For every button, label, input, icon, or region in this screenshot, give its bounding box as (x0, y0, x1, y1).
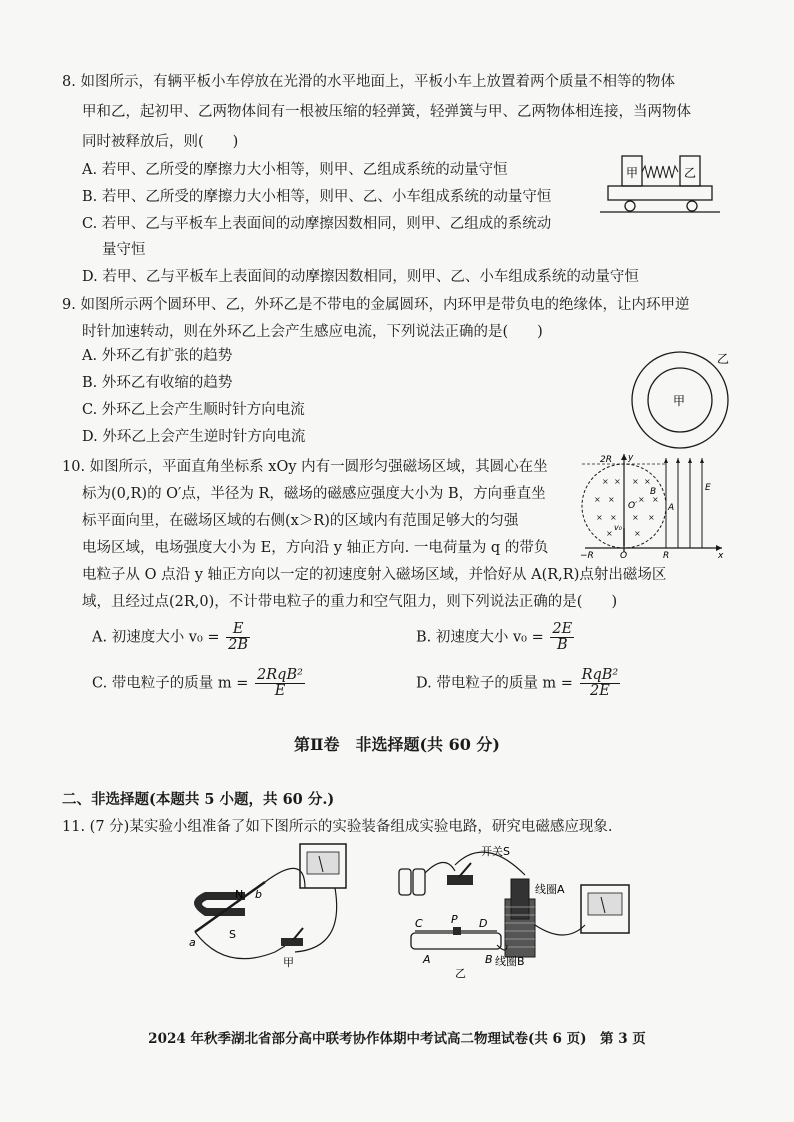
q10-option-d-fraction (580, 668, 621, 699)
q8-option-c-line-1: C. 若甲、乙与平板车上表面间的动摩擦因数相同，则甲、乙组成的系统动 (82, 216, 552, 232)
label-a: a (189, 936, 196, 949)
field-crosses (594, 477, 659, 538)
switch-s-lever (459, 863, 471, 877)
label-jia: 甲 (283, 956, 294, 969)
q10-option-b-fraction (550, 622, 574, 653)
spring (642, 166, 678, 178)
q10-stem-line-1: 10. 如图所示，平面直角坐标系 xOy 内有一圆形匀强磁场区域，其圆心在坐 (62, 459, 548, 475)
wire-a (195, 932, 285, 959)
section-title: 第Ⅱ卷 非选择题(共 60 分) (293, 735, 501, 754)
label-yi: 乙 (684, 166, 697, 180)
q10-stem-line-4: 电场区域，电场强度大小为 E，方向沿 y 轴正方向. 一电荷量为 q 的带负 (82, 540, 549, 556)
cart-wheel-right (687, 201, 697, 211)
label-B-end: B (485, 953, 493, 966)
q10-option-c (92, 668, 307, 699)
q10-option-a-text: A. 初速度大小 v₀ = (92, 629, 220, 646)
q10-option-a-fraction (226, 622, 250, 653)
label-O: O (620, 551, 628, 561)
label-P: P (451, 913, 458, 926)
q11-stem-line-1: 11. (7 分)某实验小组准备了如下图所示的实验装备组成实验电路，研究电磁感应现象. (62, 819, 613, 835)
q9-option-a: A. 外环乙有扩张的趋势 (82, 348, 233, 364)
q8-option-d: D. 若甲、乙与平板车上表面间的动摩擦因数相同，则甲、乙、小车组成系统的动量守恒 (82, 269, 639, 285)
q10-option-a-denominator: 2B (228, 637, 249, 653)
svg-text:×: × (602, 477, 609, 486)
svg-text:×: × (632, 513, 639, 522)
q8-stem-line-2: 甲和乙，起初甲、乙两物体间有一根被压缩的轻弹簧，轻弹簧与甲、乙两物体相连接，当两物体 (82, 104, 691, 120)
q8-option-a: A. 若甲、乙所受的摩擦力大小相等，则甲、乙组成系统的动量守恒 (82, 162, 508, 178)
svg-text:×: × (594, 495, 601, 504)
label-b: b (255, 888, 262, 901)
e-line-1-arrow (664, 458, 668, 463)
q10-option-b-numerator: 2E (552, 621, 573, 637)
q10-option-d-numerator: RqB² (581, 667, 619, 683)
apparatus-jia-figure (185, 842, 355, 972)
wire-coil-galvanometer (535, 925, 585, 935)
rheostat-slider (453, 927, 461, 935)
wire-b (265, 868, 305, 888)
page-footer: 2024 年秋季湖北省部分高中联考协作体期中考试高二物理试卷(共 6 页) 第 3 页 (148, 1031, 646, 1047)
q10-option-b-text: B. 初速度大小 v₀ = (416, 629, 544, 646)
label-A: A (668, 503, 675, 513)
q10-option-c-numerator: 2RqB² (257, 667, 303, 683)
label-neg-R: −R (580, 551, 594, 561)
cart-body (608, 186, 712, 200)
label-jia: 甲 (626, 166, 639, 180)
q10-stem-line-2: 标为(0,R)的 O′点，半径为 R，磁场的磁感应强度大小为 B，方向垂直坐 (82, 486, 546, 502)
q10-option-b-denominator: B (556, 637, 568, 653)
label-A-end: A (423, 953, 431, 966)
label-coil-a: 线圈A (535, 883, 565, 896)
label-x: x (718, 551, 724, 561)
label-2R: 2R (600, 455, 612, 465)
wire-battery-switch (425, 862, 455, 873)
rheostat (411, 933, 501, 949)
q10-option-b (416, 622, 576, 653)
q9-option-b: B. 外环乙有收缩的趋势 (82, 375, 233, 391)
label-S: S (229, 928, 236, 941)
e-line-2-arrow (676, 458, 680, 463)
svg-text:×: × (610, 513, 617, 522)
label-E: E (705, 483, 711, 493)
q9-option-d: D. 外环乙上会产生逆时针方向电流 (82, 429, 306, 445)
label-ring-yi: 乙 (717, 352, 730, 366)
label-coil-b: 线圈B (495, 955, 525, 968)
battery-2 (413, 869, 425, 895)
label-O-prime: O′ (628, 501, 638, 511)
q8-option-b: B. 若甲、乙所受的摩擦力大小相等，则甲、乙、小车组成系统的动量守恒 (82, 189, 552, 205)
q10-option-d (416, 668, 622, 699)
q10-option-a (92, 622, 252, 653)
e-line-4-arrow (700, 458, 704, 463)
cart-wheel-left (625, 201, 635, 211)
svg-text:×: × (634, 529, 641, 538)
battery-1 (399, 869, 411, 895)
q10-stem-line-5: 电粒子从 O 点沿 y 轴正方向以一定的初速度射入磁场区域，并恰好从 A(R,R)点射出磁场区 (82, 567, 667, 583)
q8-stem-line-3: 同时被释放后，则( ) (82, 134, 239, 150)
svg-text:×: × (606, 529, 613, 538)
part-two-heading: 二、非选择题(本题共 5 小题，共 60 分.) (62, 791, 335, 808)
q8-stem-line-1: 8. 如图所示，有辆平板小车停放在光滑的水平地面上，平板小车上放置着两个质量不相等的物体 (62, 74, 675, 90)
svg-text:×: × (596, 513, 603, 522)
q10-stem-line-3: 标平面向里，在磁场区域的右侧(x＞R)的区域内有范围足够大的匀强 (82, 513, 519, 529)
label-C: C (415, 917, 423, 930)
svg-text:×: × (644, 477, 651, 486)
switch-jia (281, 938, 303, 946)
q10-option-c-text: C. 带电粒子的质量 m = (92, 675, 249, 692)
label-switch: 开关S (481, 845, 510, 858)
label-ring-jia: 甲 (673, 394, 686, 408)
q10-option-a-numerator: E (226, 622, 250, 638)
q10-option-c-denominator: E (274, 683, 286, 699)
q9-stem-line-1: 9. 如图所示两个圆环甲、乙，外环乙是不带电的金属圆环，内环甲是带负电的绝缘体，让内环甲逆 (62, 297, 690, 313)
svg-text:×: × (638, 495, 645, 504)
q9-option-c: C. 外环乙上会产生顺时针方向电流 (82, 402, 305, 418)
label-y: y (628, 453, 634, 463)
q10-stem-line-6: 域，且经过点(2R,0)，不计带电粒子的重力和空气阻力，则下列说法正确的是( ) (82, 594, 618, 610)
label-R: R (663, 551, 670, 561)
svg-text:×: × (652, 495, 659, 504)
field-region-figure (580, 450, 730, 560)
apparatus-yi-figure (395, 835, 635, 980)
q8-option-c-line-2: 量守恒 (102, 242, 146, 258)
q10-option-d-denominator: 2E (589, 683, 610, 699)
e-line-3-arrow (688, 458, 692, 463)
label-v0: v₀ (614, 523, 622, 532)
svg-text:×: × (614, 477, 621, 486)
svg-text:×: × (632, 477, 639, 486)
coil-a (511, 879, 529, 919)
rings-figure (625, 345, 735, 455)
label-yi: 乙 (455, 967, 466, 980)
label-D: D (479, 917, 488, 930)
label-B: B (650, 487, 657, 497)
cart-spring-figure (600, 150, 720, 230)
y-axis-arrow (621, 454, 627, 460)
q10-option-c-fraction (255, 668, 305, 699)
q9-stem-line-2: 时针加速转动，则在外环乙上会产生感应电流，下列说法正确的是( ) (82, 324, 543, 340)
q10-option-d-text: D. 带电粒子的质量 m = (416, 675, 573, 692)
svg-text:×: × (648, 513, 655, 522)
svg-text:×: × (608, 495, 615, 504)
label-N: N (235, 888, 244, 901)
